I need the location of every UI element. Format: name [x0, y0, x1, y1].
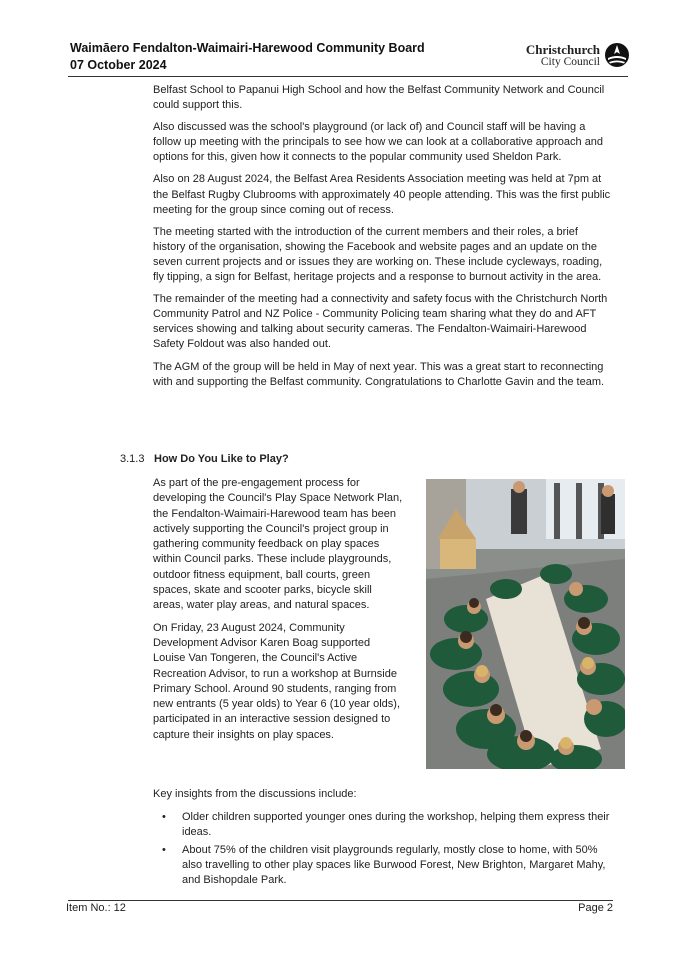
header-board-name: Waimāero Fendalton-Waimairi-Harewood Community Board [70, 41, 425, 55]
classroom-photo-image [426, 479, 625, 769]
paragraph: Belfast School to Papanui High School and how the Belfast Community Network and Council could support this. [153, 84, 605, 112]
paragraph: The meeting started with the introduction of the current members and their roles, a brief history of the organisation, showing the Facebook and website pages and an update on the seven current projects and or issues they are working on. These include cycleways, roading, fly tipping, a sign for Belfast, heritage projects and a response to burnout activity in the area. [153, 225, 603, 284]
footer-divider [68, 900, 613, 901]
workshop-photo [426, 479, 625, 769]
paragraph: On Friday, 23 August 2024, Community Development Advisor Karen Boag supported Louise Van Tongeren, the Council's Active Recreation Advisor, to run a workshop at Burnside Primary School. Around 90 students, ranging from new entrants (5 year olds) to Year 6 (10 year olds), participated in an interactive session designed to capture their insights on play spaces. [153, 621, 401, 741]
list-item: • Older children supported younger ones during the workshop, helping them express their ideas. [162, 811, 610, 839]
page-header [70, 40, 630, 78]
paragraph: As part of the pre-engagement process for developing the Council's Play Space Network Plan, the Fendalton-Waimairi-Harewood team has been actively supporting the Council's project group in gathering community feedback on play spaces within Council parks. These include playgrounds, outdoor fitness equipment, ball courts, green spaces, skate and scooter parks, bicycle skill areas, water play areas, and natural spaces. [153, 477, 403, 612]
body-text [153, 83, 613, 397]
header-divider [68, 76, 628, 77]
insights-list [160, 810, 615, 890]
bullet-icon: • [162, 811, 166, 823]
list-item: • About 75% of the children visit playgrounds regularly, mostly close to home, with 50% also travelling to other play spaces like Burwood Forest, New Brighton, Margaret Mahy, and Bishopdale Park. [162, 843, 606, 887]
paragraph: Also on 28 August 2024, the Belfast Area Residents Association meeting was held at 7pm at the Belfast Rugby Clubrooms with approximately 40 people attending. This was the first public meeting for the group since coming out of recess. [153, 173, 611, 216]
paragraph: The remainder of the meeting had a connectivity and safety focus with the Christchurch North Community Patrol and NZ Police - Community Policing team sharing what they do and AFT services showing and talking about security cameras. The Fendalton-Waimairi-Harewood Safety Foldout was also handed out. [153, 293, 608, 351]
key-insights-intro: Key insights from the discussions include: [153, 788, 357, 800]
footer-item-number: Item No.: 12 [66, 902, 126, 914]
paragraph: The AGM of the group will be held in May of next year. This was a great start to reconnecting with and supporting the Belfast community. Congratulations to Charlotte Gavin and the team. [153, 360, 605, 388]
section-title: How Do You Like to Play? [154, 453, 289, 465]
header-date: 07 October 2024 [70, 58, 167, 72]
bullet-icon: • [162, 843, 166, 856]
council-logo [526, 42, 630, 68]
footer-page-number: Page 2 [578, 902, 613, 914]
section-body [153, 476, 405, 750]
logo-line2: City Council [540, 55, 600, 68]
paragraph: Also discussed was the school's playground (or lack of) and Council staff will be having a follow up meeting with the principals to see how we can look at a collaborative approach and options for this, given how it connects to the popular community used Sheldon Park. [153, 121, 604, 164]
section-heading [120, 453, 289, 465]
section-number: 3.1.3 [120, 453, 145, 465]
council-emblem-icon [604, 42, 630, 68]
logo-line1: Christchurch [525, 41, 600, 57]
